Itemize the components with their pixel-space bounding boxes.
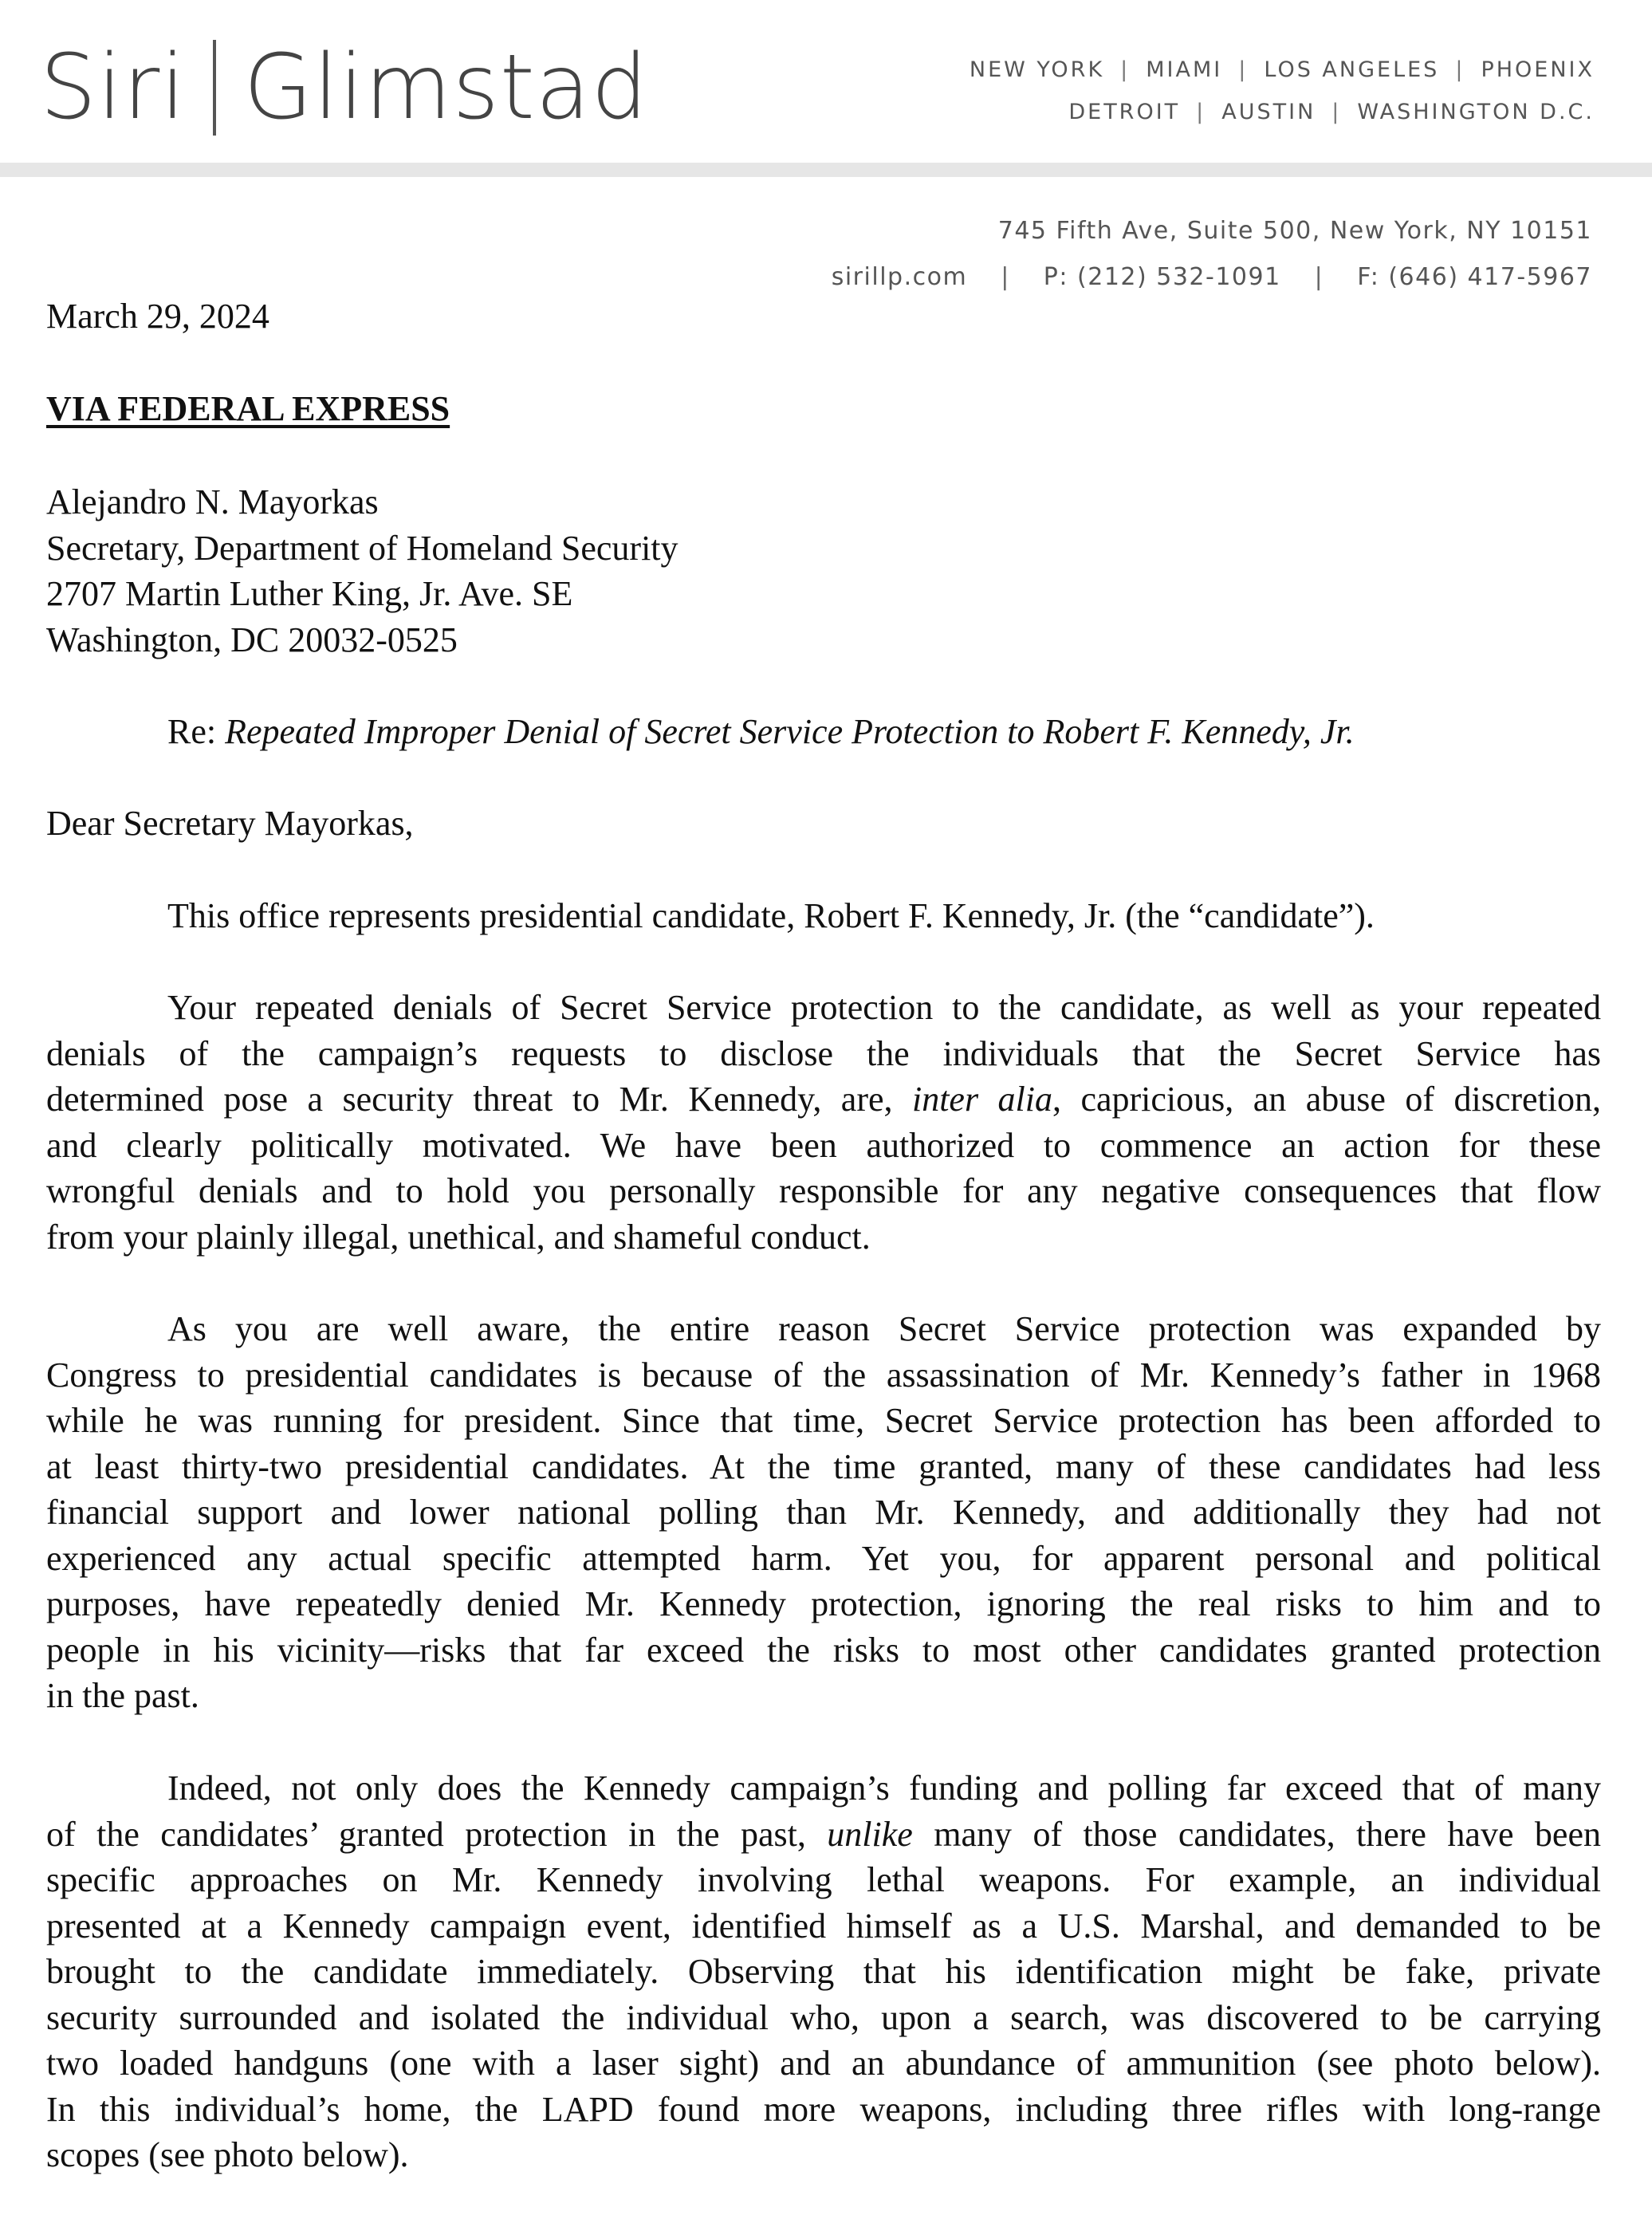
paragraph-line: two loaded handguns (one with a laser sight) and an abundance of ammunition (see photo below). [46, 2044, 1601, 2083]
paragraph-line: and clearly politically motivated. We have been authorized to commence an action for these [46, 1125, 1601, 1165]
contact-separator: | [1001, 263, 1010, 291]
office-separator: | [1196, 100, 1206, 124]
paragraph-line: specific approaches on Mr. Kennedy involving lethal weapons. For example, an individual [46, 1860, 1601, 1899]
emphasis-inter-alia: inter alia [911, 1080, 1052, 1119]
office-detroit: DETROIT [1068, 100, 1181, 124]
subject-label: Re: [167, 712, 217, 751]
paragraph-line [46, 1812, 1601, 1858]
office-miami: MIAMI [1146, 57, 1223, 82]
paragraph-3 [46, 1306, 1601, 1719]
letterhead-rule [0, 163, 1652, 177]
paragraph-line: security surrounded and isolated the individual who, upon a search, was discovered to be carrying [46, 1997, 1601, 2037]
paragraph-line: In this individual’s home, the LAPD found more weapons, including three rifles with long-range [46, 2089, 1601, 2129]
paragraph-4 [46, 1765, 1601, 2178]
firm-fax: F: (646) 417-5967 [1357, 263, 1592, 291]
paragraph-line: financial support and lower national polling than Mr. Kennedy, and additionally they had not [46, 1493, 1601, 1532]
recipient-street: 2707 Martin Luther King, Jr. Ave. SE [46, 574, 573, 613]
firm-website[interactable]: sirillp.com [831, 263, 968, 291]
paragraph-line: people in his vicinity—risks that far exceed the risks to most other candidates granted protection [46, 1630, 1601, 1670]
office-washington-dc: WASHINGTON D.C. [1357, 100, 1595, 124]
paragraph-line: denials of the campaign’s requests to disclose the individuals that the Secret Service has [46, 1033, 1601, 1073]
firm-name-second: Glimstad [243, 36, 649, 140]
paragraph-line: Congress to presidential candidates is because of the assassination of Mr. Kennedy’s father in 1968 [46, 1355, 1601, 1395]
text-run: determined pose a security threat to Mr. Kennedy, are, [46, 1080, 893, 1119]
text-run: many of those candidates, there have been [934, 1814, 1601, 1854]
office-austin: AUSTIN [1221, 100, 1316, 124]
firm-contact-line [832, 263, 1592, 291]
paragraph-line: wrongful denials and to hold you personally responsible for any negative consequences that flow [46, 1171, 1601, 1210]
paragraph-line: scopes (see photo below). [46, 2135, 409, 2174]
recipient-title: Secretary, Department of Homeland Security [46, 529, 678, 568]
paragraph-line: Your repeated denials of Secret Service protection to the candidate, as well as your repeated [167, 988, 1601, 1027]
office-separator: | [1455, 57, 1465, 82]
recipient-name: Alejandro N. Mayorkas [46, 482, 379, 521]
emphasis-unlike: unlike [827, 1814, 913, 1854]
text-run: , capricious, an abuse of discretion, [1052, 1080, 1601, 1119]
letter-date: March 29, 2024 [46, 297, 269, 336]
office-separator: | [1238, 57, 1249, 82]
contact-separator: | [1314, 263, 1324, 291]
paragraph-line: presented at a Kennedy campaign event, identified himself as a U.S. Marshal, and demanded to be [46, 1906, 1601, 1946]
office-separator: | [1120, 57, 1131, 82]
paragraph-1: This office represents presidential candidate, Robert F. Kennedy, Jr. (the “candidate”). [167, 896, 1375, 935]
paragraph-2 [46, 985, 1601, 1260]
office-list-row-1 [970, 57, 1595, 82]
paragraph-line: from your plainly illegal, unethical, and shameful conduct. [46, 1217, 871, 1257]
paragraph-line [46, 1076, 1601, 1123]
office-separator: | [1331, 100, 1342, 124]
logo-divider [213, 40, 216, 136]
letterhead [0, 0, 1652, 161]
delivery-method: VIA FEDERAL EXPRESS [46, 389, 450, 428]
salutation: Dear Secretary Mayorkas, [46, 804, 414, 843]
office-los-angeles: LOS ANGELES [1264, 57, 1440, 82]
firm-logo [40, 32, 649, 144]
paragraph-line: experienced any actual specific attempted harm. Yet you, for apparent personal and political [46, 1538, 1601, 1578]
paragraph-line: Indeed, not only does the Kennedy campaign’s funding and polling far exceed that of many [167, 1768, 1601, 1808]
firm-phone: P: (212) 532-1091 [1043, 263, 1281, 291]
paragraph-line: As you are well aware, the entire reason Secret Service protection was expanded by [167, 1309, 1601, 1348]
subject-text: Repeated Improper Denial of Secret Service Protection to Robert F. Kennedy, Jr. [225, 712, 1355, 751]
office-list-row-2 [1068, 100, 1595, 124]
subject-line [167, 709, 1652, 755]
office-new-york: NEW YORK [969, 57, 1105, 82]
text-run: of the candidates’ granted protection in the past, [46, 1814, 806, 1854]
firm-name-first: Siri [40, 36, 187, 140]
paragraph-line: while he was running for president. Since that time, Secret Service protection has been afforded to [46, 1401, 1601, 1440]
paragraph-line: in the past. [46, 1676, 199, 1715]
recipient-city: Washington, DC 20032-0525 [46, 620, 458, 659]
paragraph-line: brought to the candidate immediately. Observing that his identification might be fake, private [46, 1952, 1601, 1991]
paragraph-line: purposes, have repeatedly denied Mr. Kennedy protection, ignoring the real risks to him and to [46, 1584, 1601, 1623]
firm-address: 745 Fifth Ave, Suite 500, New York, NY 10151 [997, 217, 1592, 245]
paragraph-line: at least thirty-two presidential candidates. At the time granted, many of these candidates had less [46, 1446, 1601, 1486]
office-phoenix: PHOENIX [1481, 57, 1595, 82]
